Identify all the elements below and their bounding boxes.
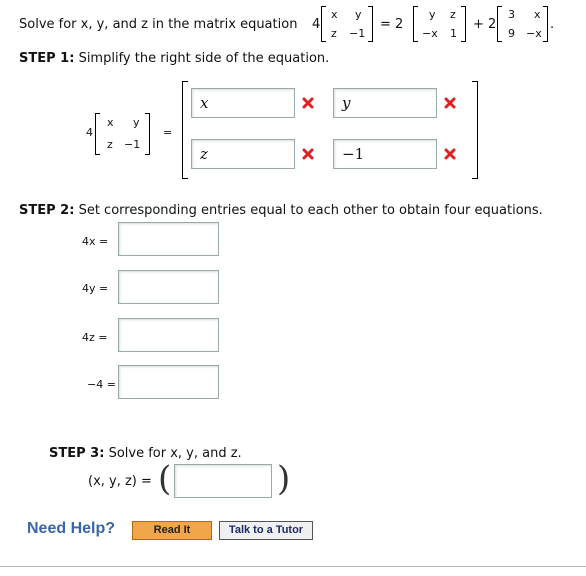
period: . [550,17,555,32]
step3-heading [49,446,242,461]
step2-heading [19,203,543,218]
matrix-b-entry: z [450,8,456,21]
matrix-b-entry: 1 [450,27,457,40]
tuple-input[interactable] [174,464,272,498]
incorrect-x-icon [302,97,314,109]
read-it-button[interactable]: Read It [132,521,212,540]
answer-value: x [200,94,209,112]
equation-input-4x[interactable] [118,222,219,256]
equation-label: 4x = [82,235,109,248]
step2-label: STEP 2: [19,203,75,218]
matrix-b-entry: y [429,8,436,21]
step1-matrix-entry: x [107,116,114,129]
bottom-divider [0,566,586,567]
step1-text: Simplify the right side of the equation. [78,51,330,66]
matrix-c-entry: 9 [508,27,515,40]
tuple-label: (x, y, z) = [88,474,152,489]
equation-input-4y[interactable] [118,270,219,304]
answer-value: y [342,94,351,112]
incorrect-x-icon [444,97,456,109]
step1-matrix-entry: −1 [124,138,141,151]
matrix-c-entry: 3 [508,8,515,21]
step1-heading [19,51,329,66]
need-help-label: Need Help? [27,520,116,537]
matrix-b-entry: −x [422,27,438,40]
equation-label: 4z = [82,331,108,344]
step1-matrix-entry: z [107,138,113,151]
step1-equals: = [163,126,173,139]
step1-label: STEP 1: [19,51,75,66]
problem-scalar: 4 [312,17,321,32]
step1-scalar: 4 [86,126,93,139]
equals-two: = 2 [380,17,404,32]
answer-value: −1 [342,145,365,163]
matrix-a-entry: −1 [349,27,366,40]
step3-text: Solve for x, y, and z. [108,446,242,461]
equation-input-neg4[interactable] [118,365,219,399]
step1-matrix-entry: y [133,116,140,129]
incorrect-x-icon [444,148,456,160]
right-paren: ) [277,459,291,499]
incorrect-x-icon [302,148,314,160]
matrix-a-entry: x [331,8,338,21]
talk-to-tutor-button[interactable]: Talk to a Tutor [219,521,313,540]
problem-intro: Solve for x, y, and z in the matrix equation [19,17,298,32]
matrix-a-entry: z [331,27,337,40]
left-paren: ( [158,459,172,499]
matrix-a-entry: y [355,8,362,21]
answer-field-r2c2[interactable] [333,139,437,169]
matrix-c-entry: x [534,8,541,21]
equation-label: 4y = [82,282,109,295]
step2-text: Set corresponding entries equal to each other to obtain four equations. [78,203,543,218]
answer-field-r1c1[interactable] [191,88,295,118]
equation-label: −4 = [87,378,116,391]
answer-field-r2c1[interactable] [191,139,295,169]
answer-field-r1c2[interactable] [333,88,437,118]
answer-value: z [200,145,208,163]
equation-input-4z[interactable] [118,318,219,352]
plus-two: + 2 [473,17,497,32]
step3-label: STEP 3: [49,446,105,461]
matrix-c-entry: −x [526,27,542,40]
